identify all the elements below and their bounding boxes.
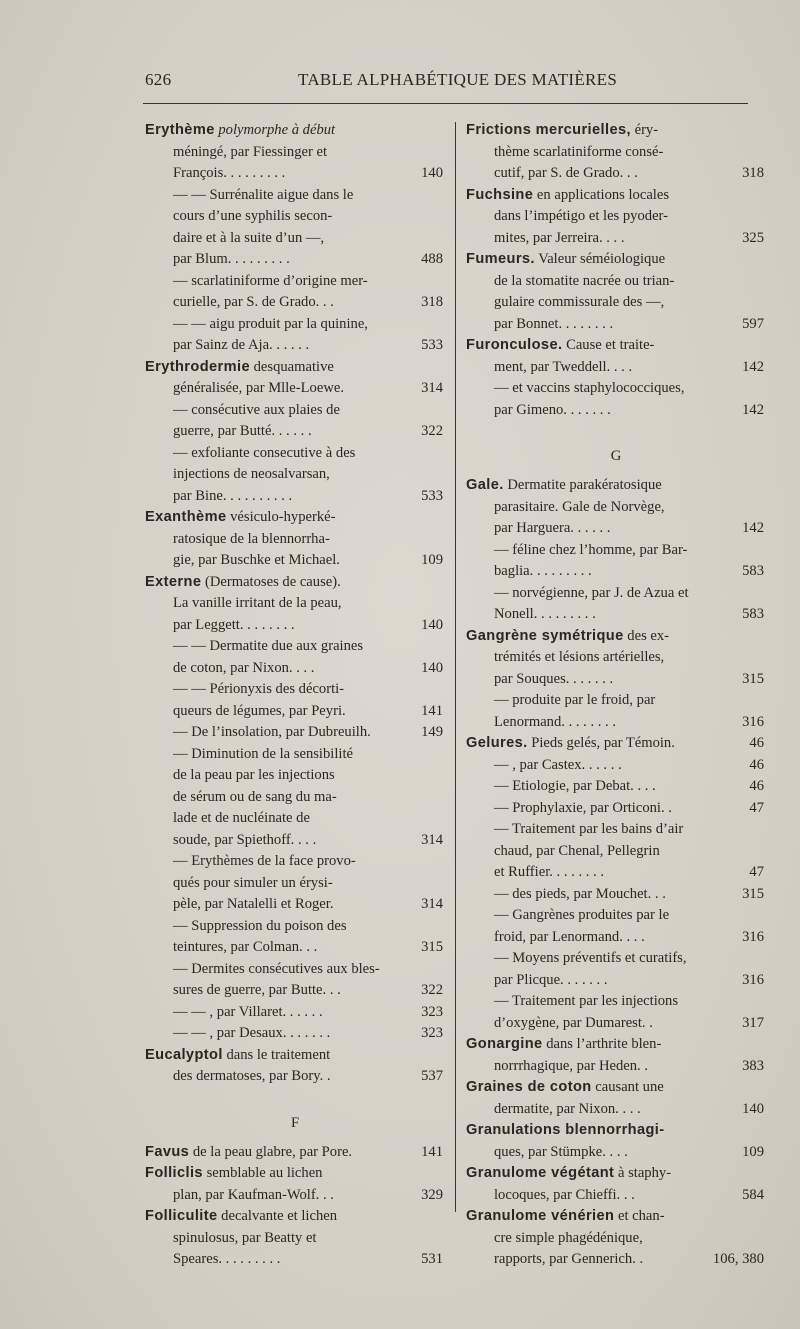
right-column (466, 120, 766, 1271)
page-reference: 315 (742, 670, 764, 687)
entry-text: Lenormand. . . . . . . . (494, 713, 616, 730)
page-reference: 322 (421, 423, 443, 439)
index-entry-line (145, 636, 445, 658)
index-entry-line (145, 1066, 445, 1088)
page-reference: 109 (742, 1143, 764, 1160)
page-reference: 47 (749, 799, 764, 816)
entry-text: de sérum ou de sang du ma- (173, 788, 337, 805)
entry-text: mites, par Jerreira. . . . (494, 229, 625, 246)
entry-text: — Erythèmes de la face provo- (173, 853, 356, 869)
page-reference: 383 (742, 1057, 764, 1074)
entry-text: méningé, par Fiessinger et (173, 143, 328, 160)
index-entry-line (466, 1013, 766, 1035)
index-entry-line (466, 776, 766, 798)
page-reference: 142 (742, 358, 764, 375)
page-reference: 140 (421, 659, 443, 676)
page-reference: 314 (421, 896, 443, 912)
entry-text: des dermatoses, par Bory. . (173, 1068, 331, 1084)
index-entry-heading (145, 120, 445, 142)
index-entry-line (466, 518, 766, 540)
entry-headword: Granulations blennorrhagi- (466, 1122, 665, 1138)
entry-text: trémités et lésions artérielles, (494, 649, 665, 665)
entry-text: de la peau par les injections (173, 767, 335, 783)
index-entry-line (145, 744, 445, 766)
entry-text: sures de guerre, par Butte. . . (173, 982, 341, 998)
entry-text: injections de neosalvarsan, (173, 466, 330, 482)
index-entry-heading (466, 1077, 766, 1099)
index-entry-line (145, 1023, 445, 1045)
entry-text: froid, par Lenormand. . . . (494, 928, 645, 945)
entry-text: cutif, par S. de Grado. . . (494, 165, 638, 181)
page-reference: 149 (421, 724, 443, 740)
index-entry-line (145, 1249, 445, 1271)
entry-headword: Folliclis (145, 1165, 203, 1181)
page-reference: 46 (749, 778, 764, 794)
entry-text: ment, par Tweddell. . . . (494, 358, 633, 375)
entry-text: desquamative (249, 358, 334, 375)
entry-text: d’oxygène, par Dumarest. . (494, 1014, 653, 1031)
index-entry-line (145, 765, 445, 787)
index-entry-heading (466, 1163, 766, 1185)
entry-headword: Gonargine (466, 1036, 543, 1052)
index-entry-heading (466, 249, 766, 271)
index-entry-line (145, 615, 445, 637)
entry-text: chaud, par Chenal, Pellegrin (494, 842, 660, 859)
index-entry-line (145, 443, 445, 465)
page-reference: 142 (742, 401, 764, 418)
index-entry-line (466, 712, 766, 734)
index-entry-line (466, 905, 766, 927)
index-entry-line (466, 690, 766, 712)
page-number: 626 (145, 70, 172, 89)
spacer (466, 421, 766, 432)
entry-text: La vanille irritant de la peau, (173, 595, 342, 611)
entry-text: gulaire commissurale des —, (494, 294, 665, 310)
entry-text: Valeur séméiologique (534, 251, 666, 267)
index-entry-line (466, 228, 766, 250)
entry-text: et chan- (614, 1208, 665, 1224)
index-entry-line (145, 679, 445, 701)
index-entry-line (145, 529, 445, 551)
entry-headword: Fumeurs. (466, 251, 535, 267)
entry-headword: Furonculose. (466, 337, 563, 353)
index-entry-line (466, 970, 766, 992)
entry-text: guerre, par Butté. . . . . . (173, 423, 312, 439)
page-reference: 597 (742, 315, 764, 332)
entry-text: — féline chez l’homme, par Bar- (494, 541, 688, 558)
index-entry-line (145, 1002, 445, 1024)
index-entry-line (145, 163, 445, 185)
page-reference: 140 (421, 616, 443, 633)
entry-text: — — Surrénalite aigue dans le (173, 186, 354, 203)
entry-text: polymorphe à début (214, 122, 336, 138)
entry-text: Pieds gelés, par Témoin. (527, 735, 675, 751)
index-entry-line (466, 400, 766, 422)
page-reference: 109 (421, 552, 443, 568)
entry-headword: Granulome végétant (466, 1165, 615, 1181)
index-entry-heading (145, 507, 445, 529)
entry-text: dans l’arthrite blen- (542, 1036, 662, 1052)
entry-text: par Harguera. . . . . . (494, 520, 611, 536)
index-entry-line (145, 701, 445, 723)
entry-text: — exfoliante consecutive à des (173, 444, 356, 461)
index-entry-heading (466, 335, 766, 357)
index-entry-heading (466, 185, 766, 207)
page-reference: 323 (421, 1025, 443, 1041)
entry-text: Speares. . . . . . . . . (173, 1251, 281, 1267)
index-entry-line (145, 916, 445, 938)
index-entry-line (145, 980, 445, 1002)
entry-text: cours d’une syphilis secon- (173, 208, 333, 224)
entry-text: rapports, par Gennerich. . (494, 1251, 644, 1267)
index-entry-line (466, 271, 766, 293)
entry-text: ratosique de la blennorrha- (173, 530, 330, 547)
index-entry-line (145, 400, 445, 422)
index-entry-line (466, 841, 766, 863)
entry-headword: Frictions mercurielles, (466, 122, 631, 138)
entry-text: gie, par Buschke et Michael. (173, 552, 340, 568)
index-entry-heading (145, 572, 445, 594)
page-reference: 46 (749, 756, 764, 773)
page-reference: 318 (742, 165, 764, 181)
entry-text: semblable au lichen (202, 1165, 323, 1181)
index-entry-line (145, 335, 445, 357)
index-entry-line (466, 948, 766, 970)
index-entry-line (145, 1228, 445, 1250)
index-entry-line (466, 604, 766, 626)
index-entry-line (466, 862, 766, 884)
entry-text: thème scarlatiniforme consé- (494, 143, 664, 160)
index-entry-line (466, 292, 766, 314)
index-entry-heading (145, 1206, 445, 1228)
entry-text: — scarlatiniforme d’origine mer- (173, 272, 368, 289)
entry-text: et Ruffier. . . . . . . . (494, 864, 604, 880)
index-entry-line (145, 873, 445, 895)
entry-text: — , par Castex. . . . . . (494, 756, 622, 773)
header-rule (143, 103, 748, 104)
index-entry-line (466, 497, 766, 519)
entry-headword: Exanthème (145, 509, 227, 525)
index-entry-line (145, 421, 445, 443)
entry-text: — — Périonyxis des décorti- (173, 681, 345, 697)
page-reference: 531 (421, 1251, 443, 1267)
entry-text: cre simple phagédénique, (494, 1229, 643, 1246)
entry-text: — des pieds, par Mouchet. . . (494, 885, 666, 902)
entry-text: — Diminution de la sensibilité (173, 745, 353, 762)
entry-text: — — , par Desaux. . . . . . . (173, 1025, 331, 1041)
index-entry-line (145, 937, 445, 959)
index-entry-line (466, 540, 766, 562)
page-reference: 322 (421, 982, 443, 998)
entry-headword: Externe (145, 573, 202, 590)
entry-text: François. . . . . . . . . (173, 165, 286, 181)
spacer (145, 1088, 445, 1099)
entry-text: — — , par Villaret. . . . . . (173, 1003, 323, 1020)
page-reference: 584 (742, 1186, 764, 1203)
left-column (145, 120, 445, 1271)
index-entry-line (145, 271, 445, 293)
entry-text: plan, par Kaufman-Wolf. . . (173, 1186, 334, 1203)
index-entry-line (145, 314, 445, 336)
entry-text: — Etiologie, par Debat. . . . (494, 778, 656, 794)
entry-text: causant une (591, 1079, 664, 1095)
index-entry-line (466, 669, 766, 691)
index-entry-line (466, 755, 766, 777)
page-reference: 325 (742, 229, 764, 246)
section-letter-text: F (290, 1114, 300, 1131)
index-entry-line (466, 991, 766, 1013)
index-entry-line (466, 819, 766, 841)
page-reference: 141 (421, 1143, 443, 1160)
index-entry-line (466, 1249, 766, 1271)
page-reference: 47 (749, 864, 764, 880)
entry-text: norrrhagique, par Heden. . (494, 1057, 648, 1074)
entry-text: — produite par le froid, par (494, 692, 656, 708)
page-reference: 316 (742, 971, 764, 988)
entry-headword: Fuchsine (466, 186, 534, 203)
entry-headword: Folliculite (145, 1208, 218, 1224)
page-reference: 317 (742, 1014, 764, 1031)
entry-text: éry- (630, 122, 659, 138)
page-reference: 323 (421, 1003, 443, 1020)
index-entry-heading (466, 733, 766, 755)
page-reference: 106, 380 (712, 1251, 764, 1267)
index-entry-line (466, 314, 766, 336)
entry-text: — norvégienne, par J. de Azua et (494, 584, 689, 601)
running-title: TABLE ALPHABÉTIQUE DES MATIÈRES (298, 70, 618, 89)
entry-text: spinulosus, par Beatty et (173, 1229, 317, 1246)
entry-text: lade et de nucléinate de (173, 810, 310, 826)
entry-headword: Favus (145, 1143, 190, 1160)
entry-text: — Gangrènes produites par le (494, 907, 670, 923)
index-entry-line (145, 464, 445, 486)
entry-text: dans l’impétigo et les pyoder- (494, 208, 668, 224)
entry-text: — Moyens préventifs et curatifs, (494, 950, 687, 966)
index-entry-line (145, 1185, 445, 1207)
entry-text: par Leggett. . . . . . . . (173, 616, 295, 633)
page-reference: 140 (421, 165, 443, 181)
page-reference: 140 (742, 1100, 764, 1117)
entry-text: par Gimeno. . . . . . . (494, 401, 611, 418)
page-reference: 537 (421, 1068, 443, 1084)
index-entry-line (466, 561, 766, 583)
section-letter (466, 432, 766, 475)
index-entry-line (145, 658, 445, 680)
index-entry-line (466, 798, 766, 820)
index-entry-line (145, 486, 445, 508)
entry-headword: Eucalyptol (145, 1046, 223, 1063)
entry-text: — Suppression du poison des (173, 917, 347, 934)
index-entry-line (145, 722, 445, 744)
entry-text: — Dermites consécutives aux bles- (173, 960, 380, 977)
index-entry-line (145, 206, 445, 228)
entry-text: — Traitement par les bains d’air (494, 821, 684, 837)
index-entry-line (466, 1142, 766, 1164)
index-entry-line (466, 1185, 766, 1207)
index-entry-line (466, 142, 766, 164)
entry-headword: Gale. (466, 477, 504, 493)
entry-headword: Granulome vénérien (466, 1208, 615, 1224)
entry-text: dans le traitement (222, 1046, 331, 1063)
entry-text: curielle, par S. de Grado. . . (173, 294, 334, 310)
entry-text: de la stomatite nacrée ou trian- (494, 272, 675, 289)
index-entry-line (466, 378, 766, 400)
page-reference: 316 (742, 713, 764, 730)
entry-headword: Gangrène symétrique (466, 627, 624, 644)
index-entry-line (466, 647, 766, 669)
entry-text: qués pour simuler un érysi- (173, 874, 333, 891)
entry-headword: Erythème (145, 122, 215, 138)
entry-text: — consécutive aux plaies de (173, 401, 340, 418)
page-reference: 583 (742, 563, 764, 579)
index-entry-heading (145, 1045, 445, 1067)
index-entry-line (145, 830, 445, 852)
index-entry-line (145, 378, 445, 400)
index-entry-line (466, 583, 766, 605)
entry-text: — Traitement par les injections (494, 993, 679, 1009)
entry-text: — — Dermatite due aux graines (173, 638, 364, 654)
index-entry-line (466, 1056, 766, 1078)
index-entry-heading (145, 1163, 445, 1185)
index-entry-line (145, 959, 445, 981)
section-letter (145, 1099, 445, 1142)
index-entry-line (145, 185, 445, 207)
entry-text: — De l’insolation, par Dubreuilh. (173, 724, 371, 740)
entry-headword: Erythrodermie (145, 358, 250, 375)
index-entry-line (466, 206, 766, 228)
entry-text: locoques, par Chieffi. . . (494, 1186, 635, 1203)
page-reference: 533 (421, 337, 443, 353)
index-entry-line (145, 593, 445, 615)
entry-text: en applications locales (533, 186, 670, 203)
entry-text: decalvante et lichen (217, 1208, 338, 1224)
entry-headword: Graines de coton (466, 1079, 592, 1095)
index-entry-heading (466, 1120, 766, 1142)
index-entry-line (145, 228, 445, 250)
index-entry-line (466, 163, 766, 185)
entry-text: — Prophylaxie, par Orticoni. . (494, 799, 672, 816)
page-reference: 46 (749, 735, 764, 751)
entry-text: par Sainz de Aja. . . . . . (173, 337, 310, 353)
page-reference: 314 (421, 831, 443, 848)
entry-text: par Plicque. . . . . . . (494, 971, 608, 988)
entry-text: — et vaccins staphylococciques, (494, 380, 685, 396)
entry-text: généralisée, par Mlle-Loewe. (173, 380, 344, 396)
index-entry-line (466, 884, 766, 906)
entry-text: — — aigu produit par la quinine, (173, 315, 368, 332)
entry-text: Nonell. . . . . . . . . (494, 606, 596, 622)
index-entry-heading (466, 475, 766, 497)
entry-text: par Blum. . . . . . . . . (173, 251, 290, 267)
entry-text: de coton, par Nixon. . . . (173, 659, 315, 676)
page-reference: 141 (421, 702, 443, 719)
index-entry-line (145, 787, 445, 809)
index-entry-line (466, 927, 766, 949)
page-reference: 142 (742, 520, 764, 536)
index-entry-heading (466, 120, 766, 142)
index-entry-heading (145, 357, 445, 379)
index-entry-line (466, 1228, 766, 1250)
entry-text: de la peau glabre, par Pore. (189, 1143, 353, 1160)
index-entry-line (145, 292, 445, 314)
entry-text: daire et à la suite d’un —, (173, 229, 325, 246)
index-entry-line (145, 249, 445, 271)
index-entry-line (145, 894, 445, 916)
page-reference: 329 (421, 1186, 443, 1203)
index-entry-heading (466, 1206, 766, 1228)
index-entry-heading (466, 626, 766, 648)
page-reference: 488 (421, 251, 443, 267)
entry-text: pèle, par Natalelli et Roger. (173, 896, 334, 912)
entry-text: par Bonnet. . . . . . . . (494, 315, 614, 332)
section-letter-text: G (610, 448, 622, 464)
page-reference: 533 (421, 487, 443, 504)
page-reference: 314 (421, 380, 443, 396)
entry-text: par Bine. . . . . . . . . . (173, 487, 293, 504)
entry-text: queurs de légumes, par Peyri. (173, 702, 346, 719)
index-entry-heading (145, 1142, 445, 1164)
entry-text: vésiculo-hyperké- (226, 509, 336, 525)
index-entry-line (466, 357, 766, 379)
entry-text: ques, par Stümpke. . . . (494, 1143, 628, 1160)
page-reference: 315 (742, 885, 764, 902)
page-reference: 583 (742, 606, 764, 622)
index-entry-line (466, 1099, 766, 1121)
entry-text: à staphy- (614, 1165, 672, 1181)
column-divider (455, 122, 456, 1212)
page-reference: 315 (421, 939, 443, 955)
entry-text: baglia. . . . . . . . . (494, 563, 592, 579)
index-entry-heading (466, 1034, 766, 1056)
entry-text: parasitaire. Gale de Norvège, (494, 498, 665, 515)
index-entry-line (145, 550, 445, 572)
page-reference: 318 (421, 294, 443, 310)
index-entry-line (145, 142, 445, 164)
entry-text: par Souques. . . . . . . (494, 670, 614, 687)
entry-text: des ex- (623, 627, 670, 644)
entry-text: teintures, par Colman. . . (173, 939, 318, 955)
page-reference: 316 (742, 928, 764, 945)
entry-text: (Dermatoses de cause). (201, 573, 341, 590)
entry-text: dermatite, par Nixon. . . . (494, 1100, 641, 1117)
entry-text: Cause et traite- (562, 337, 655, 353)
index-entry-line (145, 851, 445, 873)
entry-text: Dermatite parakératosique (503, 477, 662, 493)
index-entry-line (145, 808, 445, 830)
entry-headword: Gelures. (466, 735, 528, 751)
entry-text: soude, par Spiethoff. . . . (173, 831, 317, 848)
